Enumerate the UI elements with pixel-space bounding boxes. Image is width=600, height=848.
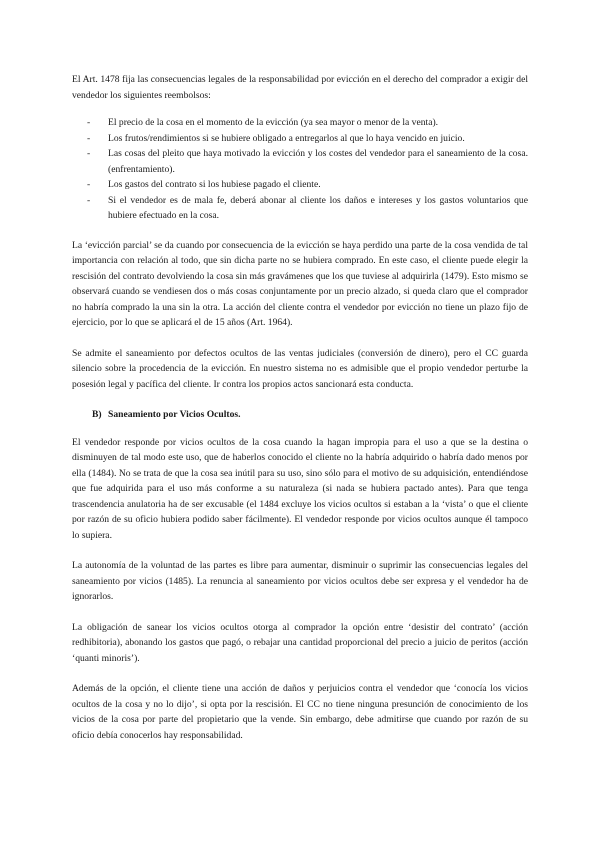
section-letter: B) (92, 409, 102, 420)
autonomy-paragraph: La autonomía de la voluntad de las partes es libre para aumentar, disminuir o suprimir las consecuencias legales del saneamiento por vicios (1485). La renuncia al saneamiento por vicios ocultos debe ser expresa y el vendedor ha de ignorarlos. (72, 560, 528, 602)
partial-eviction-paragraph: La ‘evicción parcial’ se da cuando por consecuencia de la evicción se haya perdido una parte de la cosa vendida de tal importancia con relación al todo, que sin dicha parte no se hubiera comprado. En este caso, el cliente puede elegir la rescisión del contrato devolviendo la cosa sin más gravámenes que los que tuviese al adquirirla (1479). Esto mismo se observará cuando se vendiesen dos o más cosas conjuntamente por un precio alzado, si queda claro que el comprador no habría comprado la una sin la otra. La acción del cliente contra el vendedor por evicción no tiene un plazo fijo de ejercicio, por lo que se aplicará el de 15 años (Art. 1964). (72, 239, 528, 328)
list-item (72, 193, 528, 224)
list-item (72, 177, 528, 193)
bullet-dash: - (87, 132, 91, 144)
list-item (72, 115, 528, 131)
list-item-text: Las cosas del pleito que haya motivado la evicción y los costes del vendedor para el saneamiento de la cosa. (enfrentamiento). (108, 148, 528, 175)
intro-paragraph: El Art. 1478 fija las consecuencias legales de la responsabilidad por evicción en el derecho del comprador a exigir del vendedor los siguientes reembolsos: (72, 74, 528, 101)
bullet-dash: - (87, 117, 91, 128)
bullet-dash: - (87, 148, 91, 159)
list-item-text: Si el vendedor es de mala fe, deberá abonar al cliente los daños e intereses y los gastos voluntarios que hubiere efectuado en la cosa. (108, 194, 528, 221)
list-item-text: Los gastos del contrato si los hubiese pagado el cliente. (108, 179, 321, 190)
list-item (72, 131, 528, 147)
list-item (72, 146, 528, 177)
bullet-dash: - (87, 179, 91, 190)
obligation-paragraph: La obligación de sanear los vicios ocultos otorga al comprador la opción entre ‘desistir del contrato’ (acción redhibitoria), abonando los gastos que pagó, o rebajar una cantidad proporcional del precio a juicio de peritos (acción ‘quanti minoris’). (72, 621, 528, 664)
list-item-text: El precio de la cosa en el momento de la evicción (ya sea mayor o menor de la venta). (108, 117, 439, 128)
section-heading (92, 407, 528, 423)
damages-paragraph: Además de la opción, el cliente tiene una acción de daños y perjuicios contra el vendedor que ‘conocía los vicios ocultos de la cosa y no lo dijo’, si opta por la rescisión. El CC no tiene ninguna presunción de conocimiento de los vicios de la cosa por parte del propietario que la vende. Sin embargo, debe admitirse que cuando por razón de su oficio debía conocerlos hay responsabilidad. (72, 683, 528, 741)
document-page (72, 72, 528, 758)
reimbursement-list (72, 115, 528, 224)
list-item-text: Los frutos/rendimientos si se hubiere obligado a entregarlos al que lo haya vencido en juicio. (108, 132, 465, 144)
judicial-sales-paragraph: Se admite el saneamiento por defectos ocultos de las ventas judiciales (conversión de dinero), pero el CC guarda silencio sobre la procedencia de la evicción. En nuestro sistema no es admisible que el propio vendedor perturbe la posesión legal y pacífica del cliente. Ir contra los propios actos sancionará esta conducta. (72, 347, 528, 390)
hidden-defects-paragraph: El vendedor responde por vicios ocultos de la cosa cuando la hagan impropia para el uso a que se la destina o disminuyen de tal modo este uso, que de haberlos conocido el cliente no la habría adquirido o habría dado menos por ella (1484). No se trata de que la cosa sea inútil para su uso, sino sólo para el motivo de su adquisición, entendiéndose que fue adquirida para el uso más conforme a su naturaleza (si nada se hubiera pactado antes). Para que tenga trascendencia anulatoria ha de ser excusable (el 1484 excluye los vicios ocultos si estaban a la ‘vista’ o que el cliente por razón de su oficio hubiera podido saber fácilmente). El vendedor responde por vicios ocultos aunque él tampoco lo supiera. (72, 436, 528, 541)
section-title: Saneamiento por Vicios Ocultos. (108, 409, 241, 420)
bullet-dash: - (87, 194, 91, 206)
